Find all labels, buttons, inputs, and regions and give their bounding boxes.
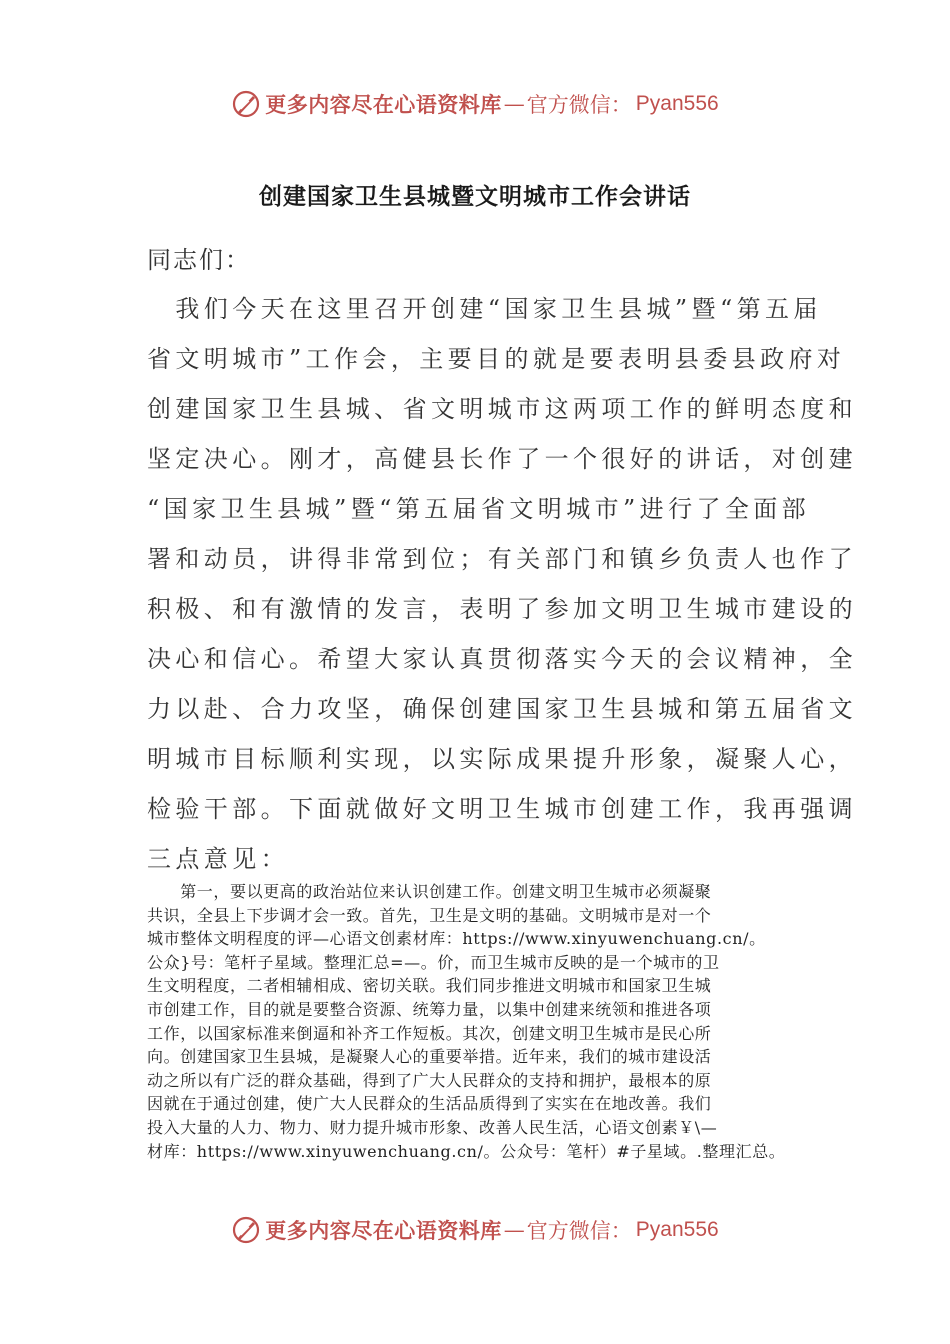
- paragraph-line: 共识，全县上下步调才会一致。首先，卫生是文明的基础。文明城市是对一个: [147, 905, 712, 925]
- paragraph-line: 工作，以国家标准来倒逼和补齐工作短板。其次，创建文明卫生城市是民心所: [147, 1023, 712, 1043]
- banner-wechat-handle: Pyan556: [635, 92, 719, 115]
- opening-paragraph: [147, 284, 857, 884]
- banner-separator: —: [503, 92, 525, 116]
- paragraph-line: 生文明程度，二者相辅相成、密切关联。我们同步推进文明城市和国家卫生城: [147, 976, 712, 996]
- banner-brand-text: 更多内容尽在心语资料库: [265, 92, 502, 117]
- paragraph-line: “国家卫生县城”暨“第五届省文明城市”进行了全面部: [147, 495, 811, 523]
- salutation: 同志们：: [147, 246, 251, 274]
- paragraph-line: 力以赴、合力攻坚，确保创建国家卫生县城和第五届省文: [147, 695, 857, 723]
- paragraph-line: 第一，要以更高的政治站位来认识创建工作。创建文明卫生城市必须凝聚: [147, 882, 712, 901]
- paragraph-line: 投入大量的人力、物力、财力提升城市形象、改善人民生活，心语文创素￥\—: [147, 1117, 718, 1137]
- paragraph-line: 创建国家卫生县城、省文明城市这两项工作的鲜明态度和: [147, 395, 857, 423]
- paragraph-line: 城市整体文明程度的评—心语文创素材库：https://www.xinyuwenchuang.cn/。: [147, 929, 766, 949]
- banner-brand-text: 更多内容尽在心语资料库: [265, 1218, 502, 1243]
- banner-official-label: 官方微信：: [526, 1219, 632, 1243]
- paragraph-line: 三点意见：: [147, 845, 289, 873]
- paragraph-line: 公众}号：笔杆子星域。整理汇总=—。价，而卫生城市反映的是一个城市的卫: [147, 952, 720, 972]
- paragraph-line: 省文明城市”工作会，主要目的就是要表明县委县政府对: [147, 345, 846, 373]
- paragraph-line: 因就在于通过创建，使广大人民群众的生活品质得到了实实在在地改善。我们: [147, 1094, 712, 1114]
- paragraph-line: 市创建工作，目的就是要整合资源、统筹力量，以集中创建来统领和推进各项: [147, 999, 712, 1019]
- paragraph-line: 积极、和有激情的发言，表明了参加文明卫生城市建设的: [147, 595, 857, 623]
- paragraph-line: 材库：https://www.xinyuwenchuang.cn/。公众号：笔杆）#子星域。.整理汇总。: [147, 1141, 786, 1161]
- quill-logo-icon: [231, 89, 261, 119]
- document-title: 创建国家卫生县城暨文明城市工作会讲话: [259, 183, 691, 210]
- paragraph-line: 动之所以有广泛的群众基础，得到了广大人民群众的支持和拥护，最根本的原: [147, 1070, 712, 1090]
- banner-wechat-handle: Pyan556: [635, 1218, 719, 1241]
- paragraph-line: 署和动员，讲得非常到位；有关部门和镇乡负责人也作了: [147, 545, 857, 573]
- banner-official-label: 官方微信：: [526, 93, 632, 117]
- banner-separator: —: [503, 1218, 525, 1242]
- paragraph-line: 坚定决心。刚才，高健县长作了一个很好的讲话，对创建: [147, 445, 857, 473]
- paragraph-line: 明城市目标顺利实现，以实际成果提升形象，凝聚人心，: [147, 745, 857, 773]
- paragraph-line: 检验干部。下面就做好文明卫生城市创建工作，我再强调: [147, 795, 857, 823]
- header-banner: [0, 84, 950, 124]
- first-point-paragraph: [147, 880, 827, 1163]
- footer-banner: [0, 1210, 950, 1250]
- quill-logo-icon: [231, 1215, 261, 1245]
- paragraph-line: 我们今天在这里召开创建“国家卫生县城”暨“第五届: [147, 295, 822, 323]
- paragraph-line: 决心和信心。希望大家认真贯彻落实今天的会议精神，全: [147, 645, 857, 673]
- paragraph-line: 向。创建国家卫生县城，是凝聚人心的重要举措。近年来，我们的城市建设活: [147, 1047, 712, 1067]
